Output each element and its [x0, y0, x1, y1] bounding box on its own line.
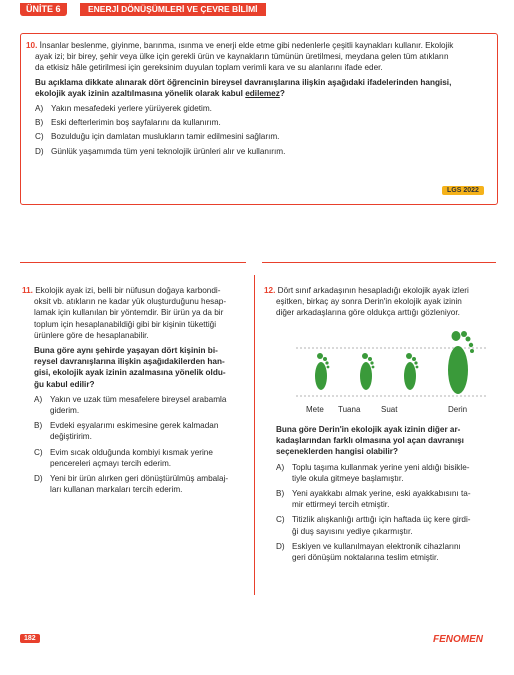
q12-option-c[interactable]: C) Titizlik alışkanlığı arttığı için haftada üç kere girdi- ği duş sayısını yediye çıkarmıştır. [276, 515, 471, 536]
q10-option-b[interactable]: B) Eski defterlerimin boş sayfalarını da kullanırım. [35, 118, 221, 128]
q11-question-1: Buna göre aynı şehirde yaşayan dört kişinin bi- [34, 346, 218, 356]
q12-line-3: diğer arkadaşlarına göre oldukça arttığı gözleniyor. [276, 308, 460, 318]
footprint-derin-icon [448, 331, 474, 394]
page-number: 182 [20, 634, 40, 643]
q12-question-2: kadaşlarından farklı olmasına yol açan davranışı [276, 436, 464, 446]
q10-question-1: Bu açıklama dikkate alınarak dört öğrencinin bireysel davranışlarına ilişkin aşağıdaki ifadelerinden hangisi, [35, 77, 452, 87]
question-number: 11. [22, 286, 33, 295]
divider-left [20, 262, 246, 263]
divider-right [262, 262, 496, 263]
question-11 [22, 285, 247, 495]
q11-option-a[interactable]: A) Yakın ve uzak tüm mesafelere bireysel arabamla giderim. [34, 394, 227, 416]
q12-question-1: Buna göre Derin'in ekolojik ayak izinin diğer ar- [276, 425, 461, 434]
person-name-suat: Suat [381, 405, 398, 414]
q10-option-a[interactable]: A) Yakın mesafedeki yerlere yürüyerek gidetim. [35, 104, 212, 114]
footprint-suat-icon [404, 353, 418, 390]
q11-line-3: lamak için kullanılan bir yöntemdir. Bir ürün ya da bir [34, 308, 224, 318]
question-10 [26, 40, 491, 157]
footprints-illustration [296, 320, 486, 400]
lgs-badge: LGS 2022 [442, 186, 484, 195]
footprint-tuana-icon [360, 353, 374, 390]
q11-option-b[interactable]: B) Evdeki eşyalarımı eskimesine gerek kalmadan değiştiririm. [34, 421, 219, 442]
q12-option-a[interactable]: A) Toplu taşıma kullanmak yerine yeni aldığı bisikle- tiyle okula gitmeye başlamıştır. [276, 462, 470, 483]
q11-option-d[interactable]: D) Yeni bir ürün alırken geri dönüştürülmüş ambalaj- ları kullanan markaları tercih ederim. [34, 474, 229, 495]
column-divider [254, 275, 255, 595]
q12-option-b[interactable]: B) Yeni ayakkabı almak yerine, eski ayakkabısını ta- mir ettirmeyi tercih etmiştir. [276, 489, 471, 510]
brand-logo: FENOMEN [433, 634, 483, 645]
person-name-derin: Derin [448, 405, 468, 414]
question-12 [264, 285, 496, 319]
q10-question-emphasis: edilemez [245, 88, 280, 98]
question-number: 12. [264, 286, 276, 295]
q10-line-3: da etkisiz hâle getirilmesi için gereksinim duyulan toplam verimli kara ve su alanlarını ifade eder. [35, 63, 383, 73]
q11-line-2: oksit vb. atıkların ne kadar yük oluşturduğunu hesap- [34, 297, 227, 307]
q10-line-2: ayak izi; bir birey, şehir veya ülke için gerekli ürün ve kaynakların tümünün üretilmesi, meydana gelen tüm atıkların [35, 52, 449, 62]
q11-line-5: ürünlere göre de hesaplanabilir. [34, 330, 149, 340]
q10-question-2: ekolojik ayak izinin azaltılmasına yönelik olarak kabul [35, 88, 246, 98]
q11-line-1: Ekolojik ayak izi, belli bir nüfusun doğaya karbondi- [35, 286, 221, 295]
q10-line-1: İnsanlar beslenme, giyinme, barınma, ısınma ve enerji elde etme gibi nedenlerle çeşitli kaynakları kullanır. Ekolojik [39, 41, 454, 50]
unit-title: ENERJİ DÖNÜŞÜMLERİ VE ÇEVRE BİLİMİ [80, 3, 266, 16]
footprint-mete-icon [315, 353, 329, 390]
q10-option-c[interactable]: C) Bozulduğu için damlatan muslukların tamir edilmesini sağlarım. [35, 132, 280, 142]
unit-tab: ÜNİTE 6 [20, 3, 67, 16]
q11-question-3: gisi, ekolojik ayak izinin azalmasına yönelik oldu- [34, 368, 226, 378]
q11-option-c[interactable]: C) Evim sıcak olduğunda kombiyi kısmak yerine pencereleri açmayı tercih ederim. [34, 447, 213, 468]
q10-option-d[interactable]: D) Günlük yaşamımda tüm yeni teknolojik ürünleri alır ve kullanırım. [35, 146, 286, 156]
q12-option-d[interactable]: D) Eskiyen ve kullanılmayan elektronik cihazlarını geri dönüşüm noktalarına teslim etmiştir. [276, 541, 461, 563]
q12-line-1: Dört sınıf arkadaşının hesapladığı ekolojik ayak izleri [277, 286, 469, 295]
person-name-tuana: Tuana [338, 405, 361, 414]
q10-question-end: ? [279, 88, 285, 98]
q11-question-4: ğu kabul edilir? [34, 379, 95, 389]
q12-question-3: seçeneklerden hangisi olabilir? [276, 447, 398, 457]
person-name-mete: Mete [306, 405, 324, 414]
q11-question-2: reysel davranışlarına ilişkin aşağıdakilerden han- [34, 357, 225, 367]
question-number: 10. [26, 41, 38, 50]
question-12-prompt [276, 424, 496, 563]
q11-line-4: toplum için hesaplanabildiği gibi bir kişinin tükettiği [34, 319, 217, 329]
q12-line-2: eşitken, birkaç ay sonra Derin'in ekolojik ayak izinin [276, 297, 462, 307]
